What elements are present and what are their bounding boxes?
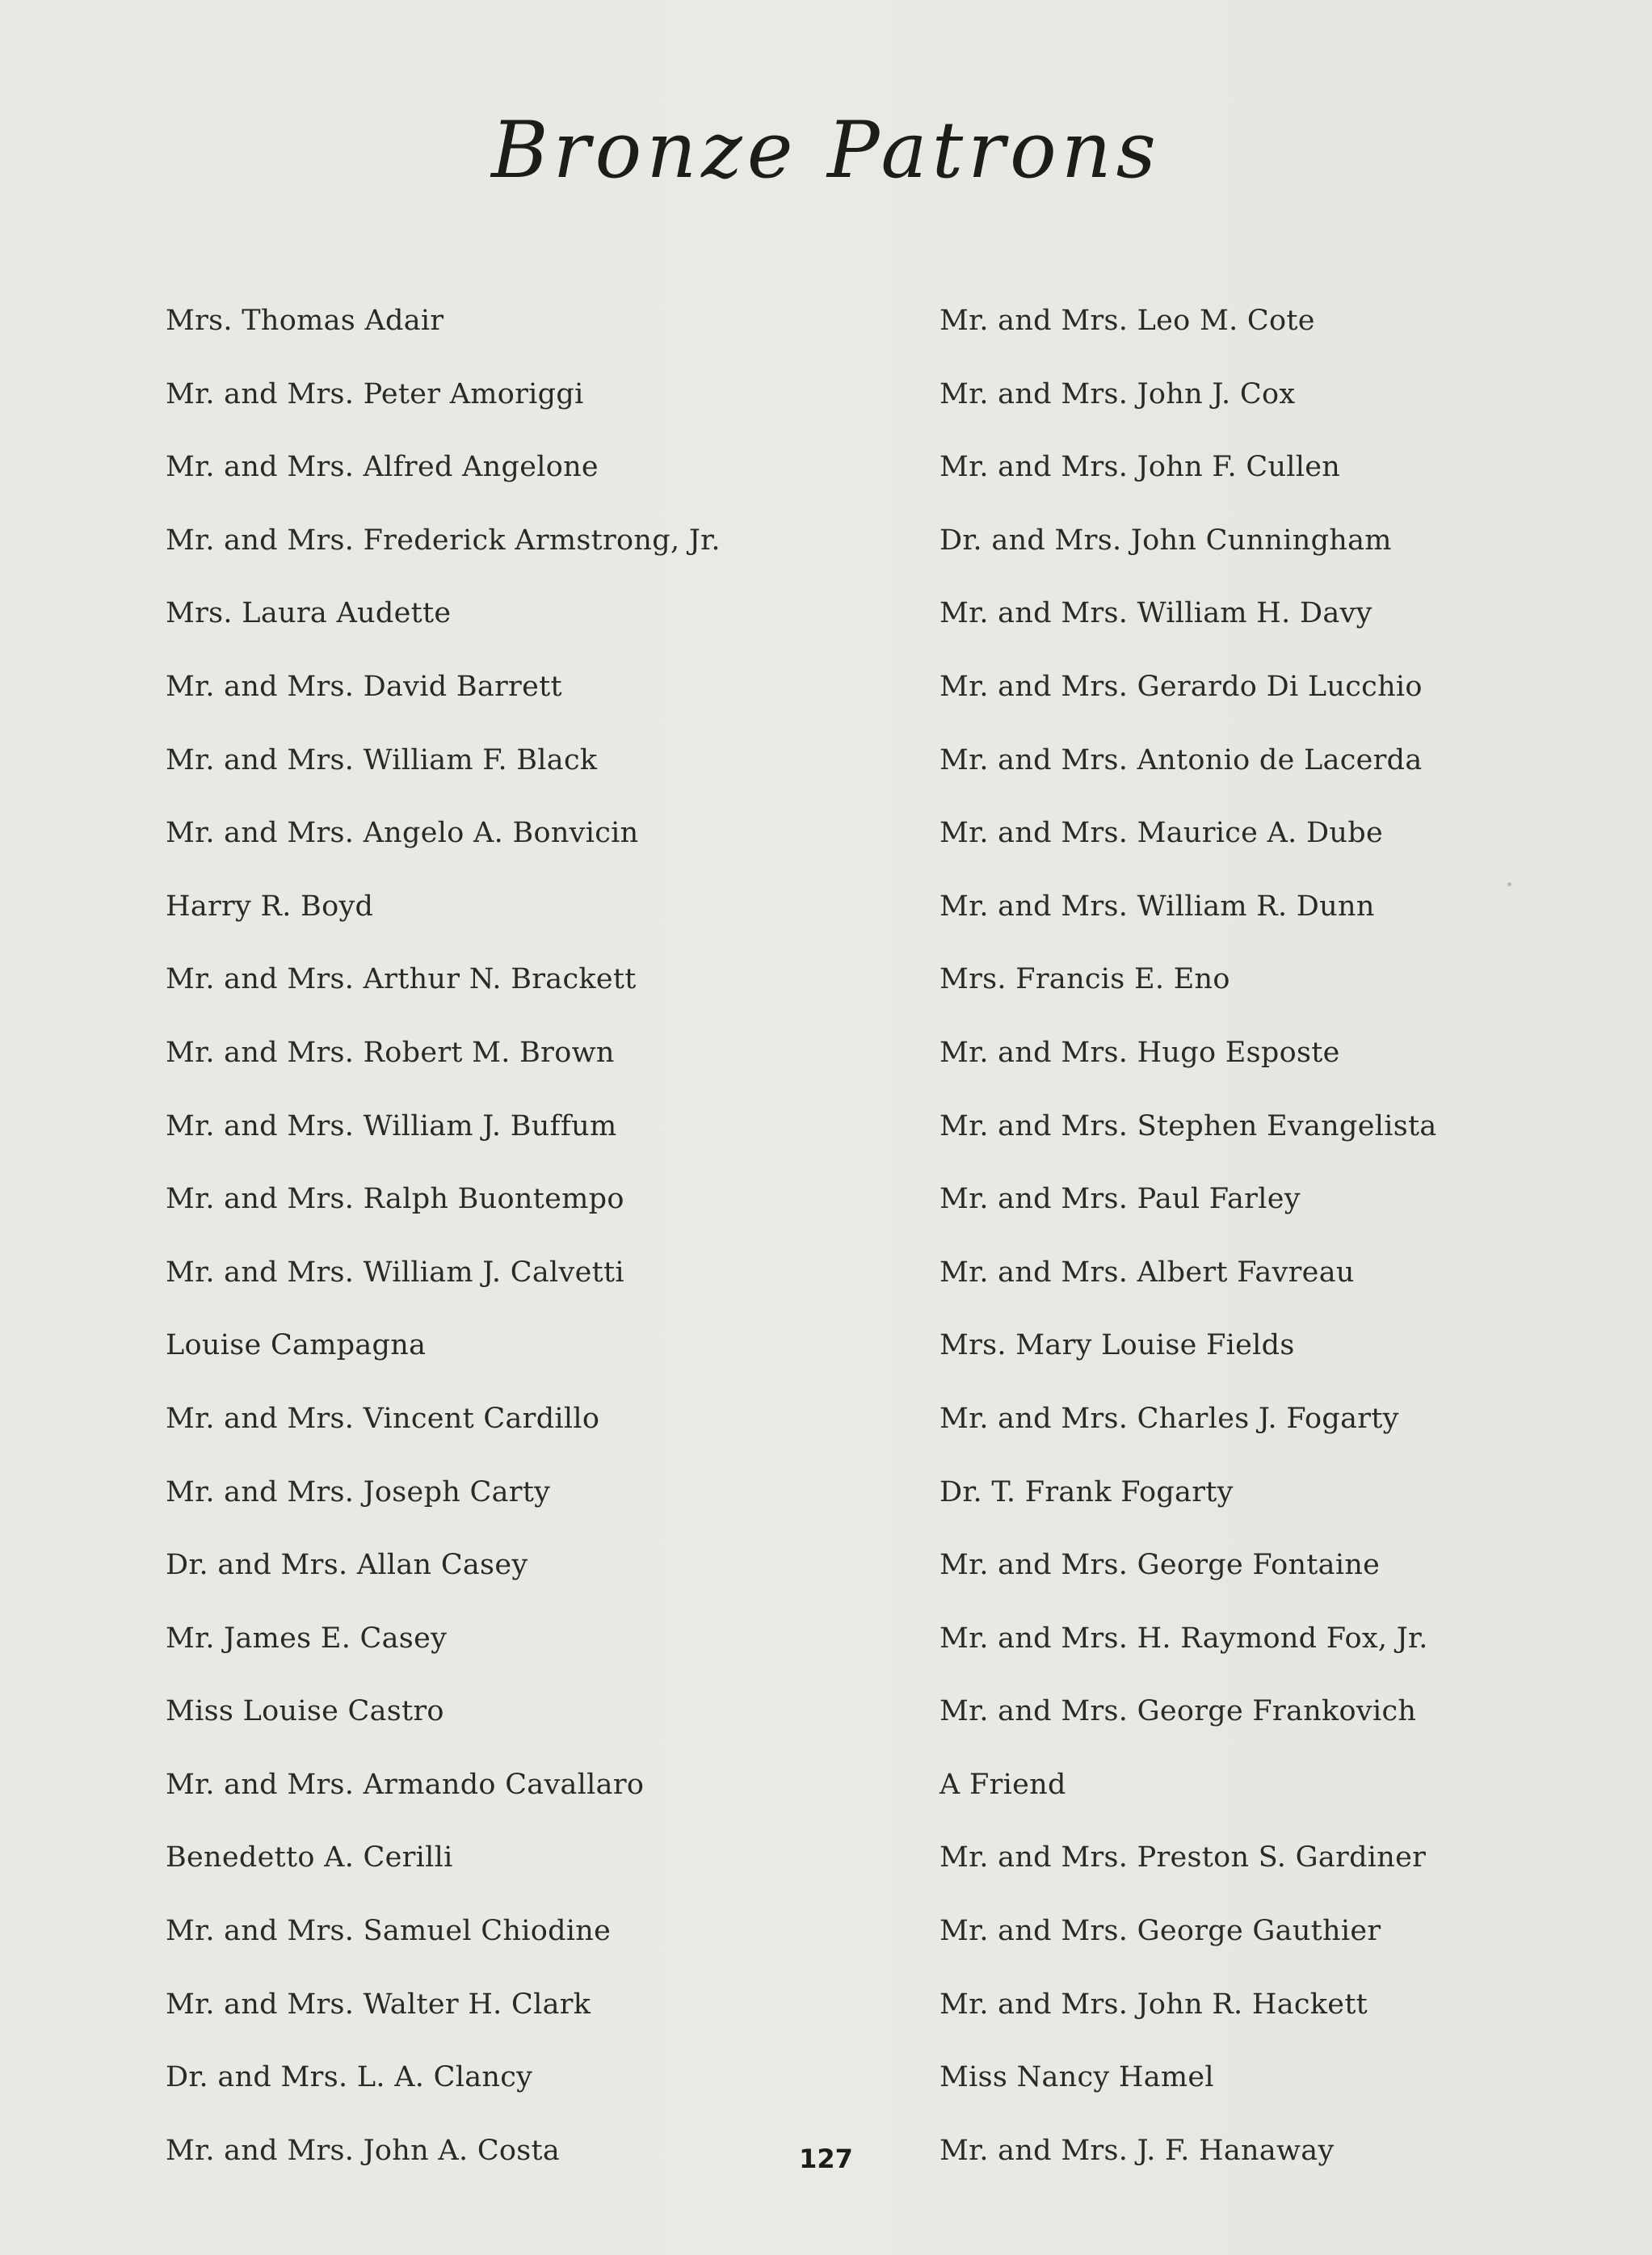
- patron-name: Mrs. Francis E. Eno: [939, 963, 1230, 996]
- patron-name: Mr. and Mrs. George Frankovich: [939, 1695, 1417, 1728]
- patron-name: Mr. and Mrs. Joseph Carty: [166, 1475, 551, 1508]
- patron-name: Mr. and Mrs. Hugo Esposte: [939, 1036, 1340, 1069]
- patron-name: Mr. and Mrs. Alfred Angelone: [166, 451, 599, 484]
- patron-name: Mr. and Mrs. Antonio de Lacerda: [939, 743, 1423, 776]
- patron-list-right: [939, 301, 1602, 2203]
- patron-name: Mr. and Mrs. William H. Davy: [939, 597, 1372, 630]
- patron-name: Mr. and Mrs. Gerardo Di Lucchio: [939, 670, 1423, 703]
- patron-name: Mr. and Mrs. Vincent Cardillo: [166, 1402, 600, 1435]
- patron-name: Mr. and Mrs. H. Raymond Fox, Jr.: [939, 1622, 1428, 1655]
- patron-name: Mr. and Mrs. Charles J. Fogarty: [939, 1402, 1399, 1435]
- patron-name: Mr. and Mrs. Ralph Buontempo: [166, 1183, 624, 1216]
- patron-name: Mrs. Laura Audette: [166, 597, 452, 630]
- patron-name: Mr. and Mrs. William J. Calvetti: [166, 1256, 624, 1289]
- patron-name: Mrs. Mary Louise Fields: [939, 1329, 1295, 1362]
- patron-name: Mr. and Mrs. John F. Cullen: [939, 451, 1341, 484]
- patron-name: Miss Louise Castro: [166, 1695, 444, 1728]
- patron-name: Louise Campagna: [166, 1329, 427, 1362]
- patron-name: Mr. and Mrs. Armando Cavallaro: [166, 1768, 645, 1801]
- patron-name: Mr. and Mrs. Albert Favreau: [939, 1256, 1355, 1289]
- patron-name: Mr. and Mrs. John A. Costa: [166, 2134, 561, 2167]
- patron-name: A Friend: [939, 1768, 1066, 1801]
- patron-name: Mr. and Mrs. John R. Hackett: [939, 1988, 1368, 2021]
- patron-name: Mr. and Mrs. J. F. Hanaway: [939, 2134, 1335, 2167]
- patron-name: Mr. and Mrs. David Barrett: [166, 670, 562, 703]
- patron-name: Mr. and Mrs. Arthur N. Brackett: [166, 963, 637, 996]
- patron-name: Mr. and Mrs. John J. Cox: [939, 377, 1296, 410]
- patron-name: Mr. and Mrs. Peter Amoriggi: [166, 377, 584, 410]
- patron-name: Dr. and Mrs. John Cunningham: [939, 524, 1392, 557]
- patron-name: Mr. and Mrs. Stephen Evangelista: [939, 1109, 1437, 1142]
- patron-name: Mr. and Mrs. George Fontaine: [939, 1549, 1381, 1582]
- patron-name: Mr. and Mrs. Maurice A. Dube: [939, 817, 1383, 850]
- patron-name: Dr. T. Frank Fogarty: [939, 1475, 1234, 1508]
- patron-name: Mr. James E. Casey: [166, 1622, 448, 1655]
- patron-name: Mr. and Mrs. Leo M. Cote: [939, 305, 1315, 337]
- patron-name: Mr. and Mrs. Robert M. Brown: [166, 1036, 615, 1069]
- patron-name: Mr. and Mrs. Preston S. Gardiner: [939, 1841, 1427, 1874]
- patron-name: Miss Nancy Hamel: [939, 2061, 1214, 2094]
- patron-name: Mr. and Mrs. Walter H. Clark: [166, 1988, 591, 2021]
- patron-name: Mr. and Mrs. Angelo A. Bonvicin: [166, 817, 639, 850]
- patron-name: Mr. and Mrs. George Gauthier: [939, 1915, 1381, 1948]
- patron-name: Harry R. Boyd: [166, 890, 374, 923]
- patron-name: Mr. and Mrs. William R. Dunn: [939, 890, 1375, 923]
- patron-name: Mr. and Mrs. Samuel Chiodine: [166, 1915, 612, 1948]
- patron-name: Mr. and Mrs. Frederick Armstrong, Jr.: [166, 524, 721, 557]
- patron-name: Mr. and Mrs. William F. Black: [166, 743, 598, 776]
- patron-name: Mrs. Thomas Adair: [166, 305, 444, 337]
- patron-name: Benedetto A. Cerilli: [166, 1841, 453, 1874]
- page-number: 127: [799, 2144, 853, 2174]
- page-title: Bronze Patrons: [491, 105, 1161, 196]
- patron-name: Dr. and Mrs. Allan Casey: [166, 1549, 528, 1582]
- paper-speck: [1507, 882, 1511, 886]
- patron-list-left: [166, 301, 876, 2203]
- patron-name: Mr. and Mrs. Paul Farley: [939, 1183, 1301, 1216]
- patron-name: Dr. and Mrs. L. A. Clancy: [166, 2061, 533, 2094]
- patron-name: Mr. and Mrs. William J. Buffum: [166, 1109, 617, 1142]
